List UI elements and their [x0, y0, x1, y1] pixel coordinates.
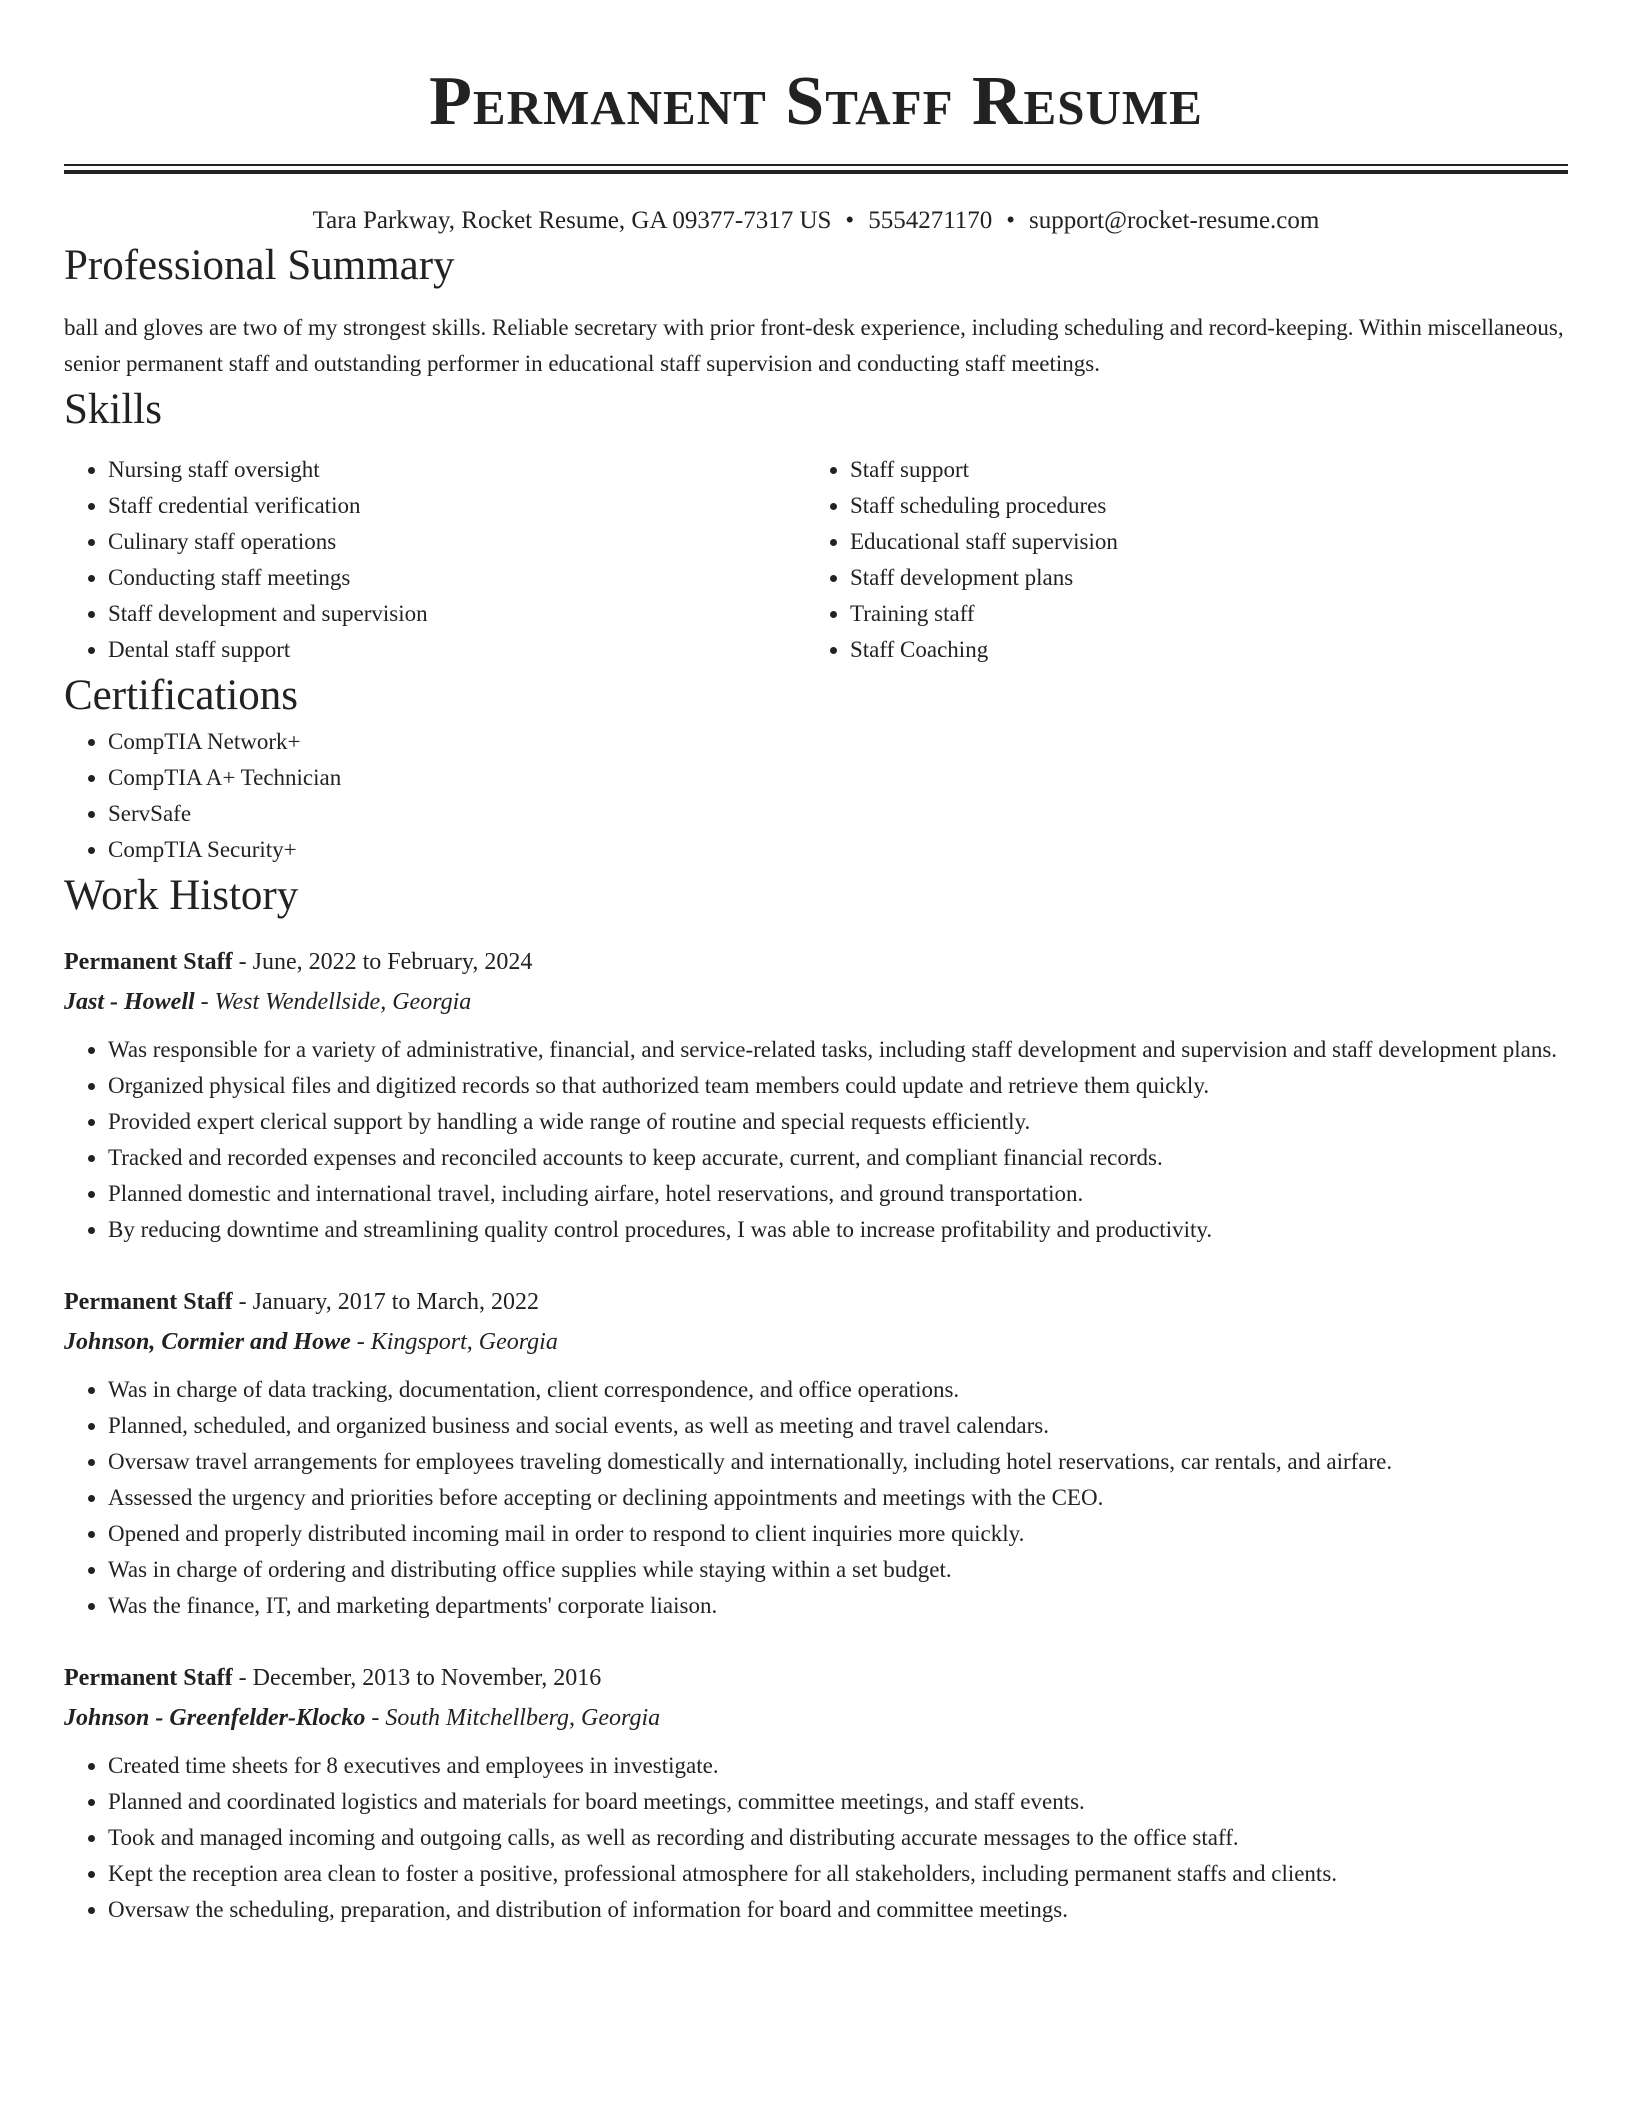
job-duty: • Created time sheets for 8 executives and employees in investigate. — [108, 1748, 1568, 1784]
skills-column-left — [64, 452, 806, 668]
certifications-list — [64, 724, 1568, 868]
job-company-line — [64, 982, 1568, 1022]
skills-column-right — [806, 452, 1548, 668]
skill-item: • Staff development and supervision — [108, 596, 806, 632]
job-company-line — [64, 1322, 1568, 1362]
skills-heading: Skills — [64, 386, 162, 433]
job-company: Johnson, Cormier and Howe — [64, 1329, 351, 1355]
job-duty: • Was in charge of data tracking, documentation, client correspondence, and office operations. — [108, 1372, 1568, 1408]
job-duty: • Tracked and recorded expenses and reconciled accounts to keep accurate, current, and compliant financial records. — [108, 1140, 1568, 1176]
job-duty: • Was in charge of ordering and distributing office supplies while staying within a set budget. — [108, 1552, 1568, 1588]
skill-item: • Educational staff supervision — [850, 524, 1548, 560]
contact-line — [64, 204, 1568, 238]
job-dates: - January, 2017 to March, 2022 — [232, 1289, 539, 1315]
job-duties-list — [64, 1748, 1568, 1928]
job-duty: • Oversaw travel arrangements for employees traveling domestically and internationally, including hotel reservations, car rentals, and airfare. — [108, 1444, 1568, 1480]
job-title-line — [64, 1282, 1568, 1322]
job-location: - West Wendellside, Georgia — [194, 989, 472, 1015]
job-duty: • Planned and coordinated logistics and materials for board meetings, committee meetings, and staff events. — [108, 1784, 1568, 1820]
job-duty: • Kept the reception area clean to foster a positive, professional atmosphere for all stakeholders, including permanent staffs and clients. — [108, 1856, 1568, 1892]
title-divider — [64, 164, 1568, 174]
skill-item: • Culinary staff operations — [108, 524, 806, 560]
job-duty: • Assessed the urgency and priorities before accepting or declining appointments and meetings with the CEO. — [108, 1480, 1568, 1516]
skill-item: • Staff scheduling procedures — [850, 488, 1548, 524]
job-title-line — [64, 942, 1568, 982]
job-role: Permanent Staff — [64, 949, 233, 975]
job-company: Jast - Howell — [64, 989, 195, 1015]
job-duty: • Provided expert clerical support by handling a wide range of routine and special requests efficiently. — [108, 1104, 1568, 1140]
certifications-heading: Certifications — [64, 672, 299, 719]
job-duty: • Took and managed incoming and outgoing calls, as well as recording and distributing accurate messages to the office staff. — [108, 1820, 1568, 1856]
job-role: Permanent Staff — [64, 1289, 233, 1315]
skill-item: • Training staff — [850, 596, 1548, 632]
skill-item: • Staff credential verification — [108, 488, 806, 524]
job-entry — [64, 1658, 1568, 1928]
summary-heading: Professional Summary — [64, 242, 455, 289]
skill-item: • Staff Coaching — [850, 632, 1548, 668]
resume-title: Permanent Staff Resume — [429, 63, 1203, 140]
job-duties-list — [64, 1372, 1568, 1624]
contact-phone: 5554271170 — [868, 207, 993, 234]
job-duty: • Planned, scheduled, and organized business and social events, as well as meeting and travel calendars. — [108, 1408, 1568, 1444]
skills-list-left — [64, 452, 806, 668]
contact-address: Tara Parkway, Rocket Resume, GA 09377-7317 US — [312, 207, 832, 234]
job-role: Permanent Staff — [64, 1665, 233, 1691]
job-duty: • By reducing downtime and streamlining quality control procedures, I was able to increase profitability and productivity. — [108, 1212, 1568, 1248]
skills-list-right — [806, 452, 1548, 668]
job-duty: • Planned domestic and international travel, including airfare, hotel reservations, and ground transportation. — [108, 1176, 1568, 1212]
job-entry — [64, 942, 1568, 1248]
skill-item: • Nursing staff oversight — [108, 452, 806, 488]
summary-text: ball and gloves are two of my strongest skills. Reliable secretary with prior front-desk experience, including scheduling and record-keeping. Within miscellaneous, senior permanent staff and outstanding performer in educational staff supervision and conducting staff meetings. — [64, 315, 1564, 376]
contact-separator: • — [1006, 207, 1016, 234]
work-history-heading: Work History — [64, 872, 299, 919]
job-duty: • Oversaw the scheduling, preparation, and distribution of information for board and committee meetings. — [108, 1892, 1568, 1928]
skill-item: • Staff development plans — [850, 560, 1548, 596]
skill-item: • Staff support — [850, 452, 1548, 488]
job-location: - South Mitchellberg, Georgia — [365, 1705, 661, 1731]
job-duty: • Organized physical files and digitized records so that authorized team members could update and retrieve them quickly. — [108, 1068, 1568, 1104]
job-dates: - June, 2022 to February, 2024 — [232, 949, 533, 975]
certification-item: • CompTIA Network+ — [108, 724, 1568, 760]
skills-grid — [64, 452, 1568, 668]
certification-item: • CompTIA A+ Technician — [108, 760, 1568, 796]
job-duty: • Was the finance, IT, and marketing departments' corporate liaison. — [108, 1588, 1568, 1624]
job-duty: • Was responsible for a variety of administrative, financial, and service-related tasks, including staff development and supervision and staff development plans. — [108, 1032, 1568, 1068]
job-company-line — [64, 1698, 1568, 1738]
contact-email: support@rocket-resume.com — [1029, 207, 1320, 234]
job-dates: - December, 2013 to November, 2016 — [232, 1665, 602, 1691]
contact-separator: • — [845, 207, 855, 234]
job-title-line — [64, 1658, 1568, 1698]
job-location: - Kingsport, Georgia — [350, 1329, 558, 1355]
skill-item: • Dental staff support — [108, 632, 806, 668]
certification-item: • ServSafe — [108, 796, 1568, 832]
job-duty: • Opened and properly distributed incoming mail in order to respond to client inquiries more quickly. — [108, 1516, 1568, 1552]
job-duties-list — [64, 1032, 1568, 1248]
job-company: Johnson - Greenfelder-Klocko — [64, 1705, 366, 1731]
job-entry — [64, 1282, 1568, 1624]
skill-item: • Conducting staff meetings — [108, 560, 806, 596]
certification-item: • CompTIA Security+ — [108, 832, 1568, 868]
